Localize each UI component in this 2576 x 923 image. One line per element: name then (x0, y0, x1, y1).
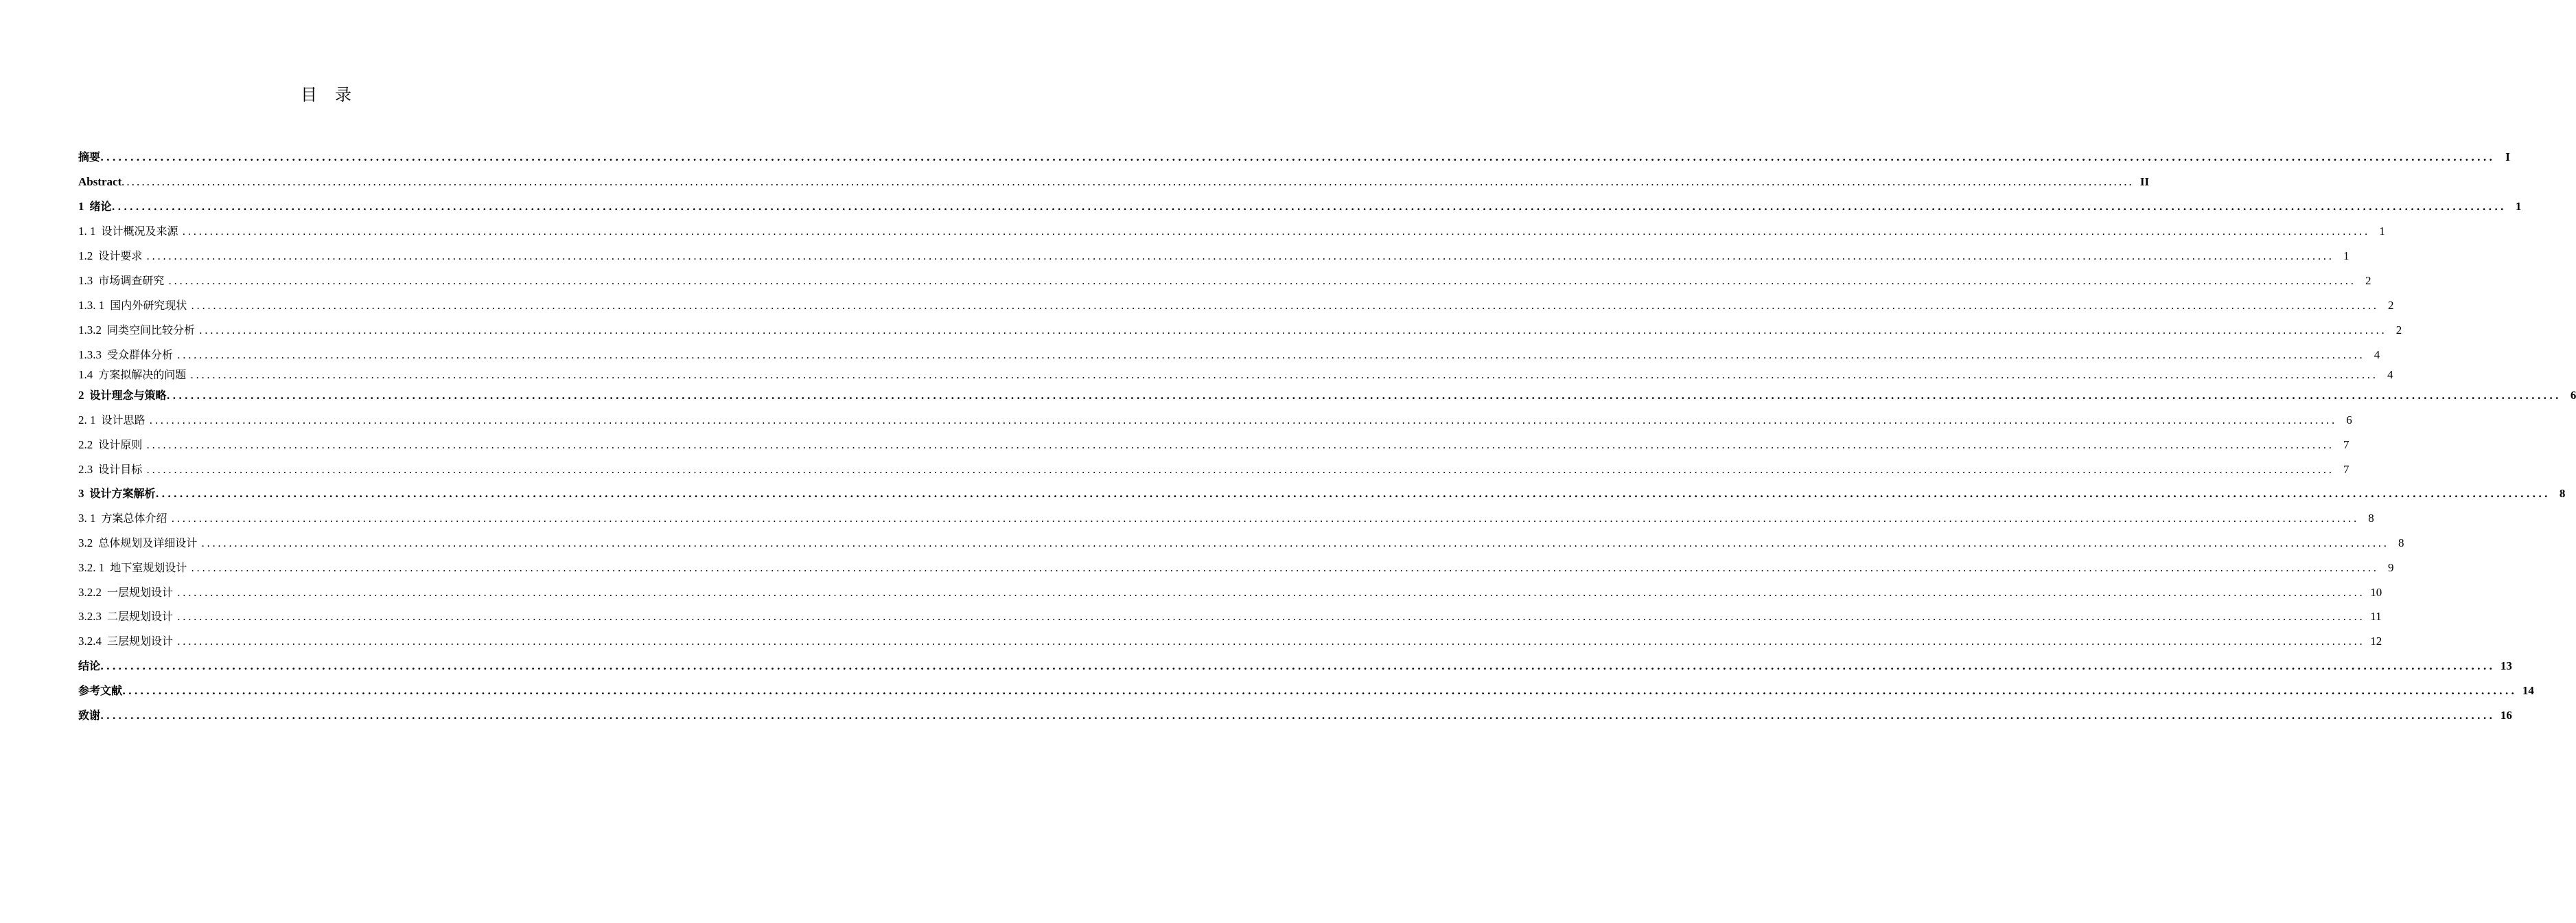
toc-entry[interactable] (78, 510, 2374, 527)
toc-entry[interactable] (78, 346, 2380, 364)
toc-dot-leader: ................................................................................................................................................................................................................................................................................................................................................................................................................ (191, 562, 2379, 574)
toc-entry-title: 二层规划设计 (107, 610, 174, 623)
toc-entry-page-number: 8 (2559, 487, 2566, 500)
toc-entry[interactable] (78, 173, 2150, 191)
toc-entry-title: 国内外研究现状 (110, 299, 187, 312)
toc-entry-title: 设计思路 (101, 413, 146, 426)
toc-entry-number: 2. 1 (78, 413, 96, 426)
toc-entry-page-number: 7 (2343, 463, 2349, 476)
toc-dot-leader: ................................................................................................................................................................................................................................................................................................................................................................................................................ (190, 369, 2378, 381)
toc-dot-leader: ................................................................................................................................................................................................................................................................................................................................................................................................................ (171, 512, 2359, 525)
toc-entry-page-number: 13 (2500, 659, 2512, 672)
toc-dot-leader: ................................................................................................................................................................................................................................................................................................................................................................................................................ (177, 349, 2365, 361)
toc-entry-number: 1.2 (78, 249, 93, 262)
toc-entry-number: 2.3 (78, 463, 93, 476)
toc-entry-page-number: 4 (2387, 368, 2393, 381)
toc-entry[interactable] (78, 148, 2510, 166)
toc-entry-title: 方案总体介绍 (101, 512, 167, 525)
toc-dot-leader: ................................................................................................................................................................................................................................................................................................................................................................................................................ (177, 586, 2365, 599)
toc-entry-page-number: 6 (2570, 389, 2576, 402)
toc-entry-page-number: I (2505, 150, 2510, 163)
toc-entry-number: 3 (78, 487, 84, 500)
toc-entry-page-number: 10 (2370, 586, 2382, 599)
toc-entry-title: 设计原则 (98, 438, 143, 451)
toc-entry-number: 2.2 (78, 438, 93, 451)
toc-entry-title: 摘要 (78, 150, 101, 163)
toc-dot-leader: ................................................................................................................................................................................................................................................................................................................................................................................................................ (122, 685, 2517, 697)
toc-entry[interactable] (78, 297, 2394, 315)
toc-dot-leader: ................................................................................................................................................................................................................................................................................................................................................................................................................ (182, 225, 2370, 238)
toc-entry[interactable] (78, 657, 2512, 675)
toc-entry-title: 参考文献 (78, 684, 123, 697)
toc-entry[interactable] (78, 534, 2404, 552)
toc-entry-number: 3. 1 (78, 512, 96, 525)
toc-dot-leader: ................................................................................................................................................................................................................................................................................................................................................................................................................ (149, 414, 2337, 426)
toc-entry-title: 一层规划设计 (107, 586, 174, 599)
toc-entry-title: 设计概况及来源 (101, 225, 178, 238)
toc-entry-number: 2 (78, 389, 84, 402)
toc-entry[interactable] (78, 682, 2534, 700)
toc-entry-number: 3.2. 1 (78, 561, 105, 574)
toc-entry[interactable] (78, 633, 2382, 650)
toc-entry-number: 1.3 (78, 274, 93, 287)
toc-entry-number: 1.4 (78, 368, 93, 381)
toc-dot-leader: ................................................................................................................................................................................................................................................................................................................................................................................................................ (191, 299, 2379, 312)
toc-dot-leader: ................................................................................................................................................................................................................................................................................................................................................................................................................ (100, 709, 2495, 722)
toc-entry-page-number: 12 (2370, 635, 2382, 648)
toc-entry-page-number: 8 (2368, 512, 2374, 525)
toc-entry[interactable] (78, 366, 2393, 384)
toc-entry[interactable] (78, 608, 2382, 626)
toc-entry[interactable] (78, 411, 2352, 429)
toc-entry-page-number: 1 (2379, 225, 2385, 238)
toc-dot-leader: ................................................................................................................................................................................................................................................................................................................................................................................................................ (168, 275, 2356, 287)
toc-entry[interactable] (78, 223, 2385, 240)
toc-entry[interactable] (78, 436, 2349, 454)
toc-entry-title: Abstract (78, 175, 122, 188)
toc-entry[interactable] (78, 387, 2576, 404)
toc-entry-title: 绪论 (89, 200, 112, 213)
toc-entry-number: 3.2.3 (78, 610, 102, 623)
toc-entry-number: 1 (78, 200, 84, 213)
toc-dot-leader: ................................................................................................................................................................................................................................................................................................................................................................................................................ (146, 464, 2334, 476)
toc-entry-title: 设计要求 (98, 249, 143, 262)
toc-entry-title: 三层规划设计 (107, 635, 174, 648)
toc-entry[interactable] (78, 272, 2371, 290)
toc-dot-leader: ................................................................................................................................................................................................................................................................................................................................................................................................................ (177, 611, 2365, 623)
toc-dot-leader: ................................................................................................................................................................................................................................................................................................................................................................................................................ (199, 324, 2387, 337)
toc-dot-leader: ................................................................................................................................................................................................................................................................................................................................................................................................................ (111, 201, 2507, 213)
toc-entry-page-number: 2 (2388, 299, 2394, 312)
toc-entry-page-number: 16 (2500, 709, 2512, 722)
toc-entry-title: 设计方案解析 (89, 487, 156, 500)
toc-entry-number: 3.2.4 (78, 635, 102, 648)
toc-entry-page-number: 2 (2365, 274, 2371, 287)
toc-entry-number: 1.3.3 (78, 348, 102, 361)
toc-entry-number: 3.2 (78, 536, 93, 549)
toc-dot-leader: ................................................................................................................................................................................................................................................................................................................................................................................................................ (100, 660, 2495, 672)
toc-dot-leader: ................................................................................................................................................................................................................................................................................................................................................................................................................ (146, 250, 2334, 262)
toc-dot-leader: ................................................................................................................................................................................................................................................................................................................................................................................................................ (146, 439, 2334, 451)
toc-entry-page-number: 2 (2395, 323, 2402, 337)
toc-entry-page-number: 4 (2374, 348, 2380, 361)
toc-dot-leader: ................................................................................................................................................................................................................................................................................................................................................................................................................ (121, 179, 2135, 187)
toc-entry-title: 致谢 (78, 709, 101, 722)
toc-entry[interactable] (78, 559, 2394, 577)
toc-entry[interactable] (78, 584, 2382, 602)
toc-entry[interactable] (78, 461, 2349, 479)
toc-entry[interactable] (78, 485, 2566, 503)
toc-entry-title: 设计理念与策略 (89, 389, 167, 402)
toc-entry-title: 设计目标 (98, 463, 143, 476)
toc-entry[interactable] (78, 707, 2512, 725)
toc-entry-title: 同类空间比较分析 (107, 323, 196, 337)
toc-entry-title: 地下室规划设计 (110, 561, 187, 574)
toc-entry-page-number: 9 (2388, 561, 2394, 574)
toc-entry-page-number: 1 (2343, 249, 2349, 262)
toc-entry-number: 1.3.2 (78, 323, 102, 337)
toc-entry-page-number: 14 (2522, 684, 2534, 697)
toc-entry-page-number: 1 (2515, 200, 2522, 213)
toc-dot-leader: ................................................................................................................................................................................................................................................................................................................................................................................................................ (201, 537, 2389, 549)
toc-entry-page-number: 8 (2398, 536, 2404, 549)
toc-entry-number: 3.2.2 (78, 586, 102, 599)
toc-entry-page-number: 11 (2370, 610, 2382, 623)
toc-entry-page-number: 7 (2343, 438, 2349, 451)
page-title: 目录 (301, 85, 369, 104)
toc-entry-page-number: 6 (2346, 413, 2352, 426)
toc-entry-title: 方案拟解决的问题 (98, 368, 187, 381)
toc-entry-title: 结论 (78, 659, 101, 672)
toc-dot-leader: ................................................................................................................................................................................................................................................................................................................................................................................................................ (100, 151, 2495, 163)
toc-entry-title: 市场调查研究 (98, 274, 165, 287)
toc-entry-title: 受众群体分析 (107, 348, 174, 361)
toc-entry-title: 总体规划及详细设计 (98, 536, 198, 549)
toc-entry-number: 1.3. 1 (78, 299, 105, 312)
toc-entry-number: 1. 1 (78, 225, 96, 238)
toc-dot-leader: ................................................................................................................................................................................................................................................................................................................................................................................................................ (155, 488, 2551, 500)
toc-dot-leader: ................................................................................................................................................................................................................................................................................................................................................................................................................ (166, 389, 2562, 402)
toc-entry[interactable] (78, 321, 2402, 339)
toc-entry[interactable] (78, 198, 2522, 216)
toc-entry[interactable] (78, 247, 2349, 265)
toc-entry-page-number: II (2139, 175, 2150, 188)
toc-dot-leader: ................................................................................................................................................................................................................................................................................................................................................................................................................ (177, 635, 2365, 648)
